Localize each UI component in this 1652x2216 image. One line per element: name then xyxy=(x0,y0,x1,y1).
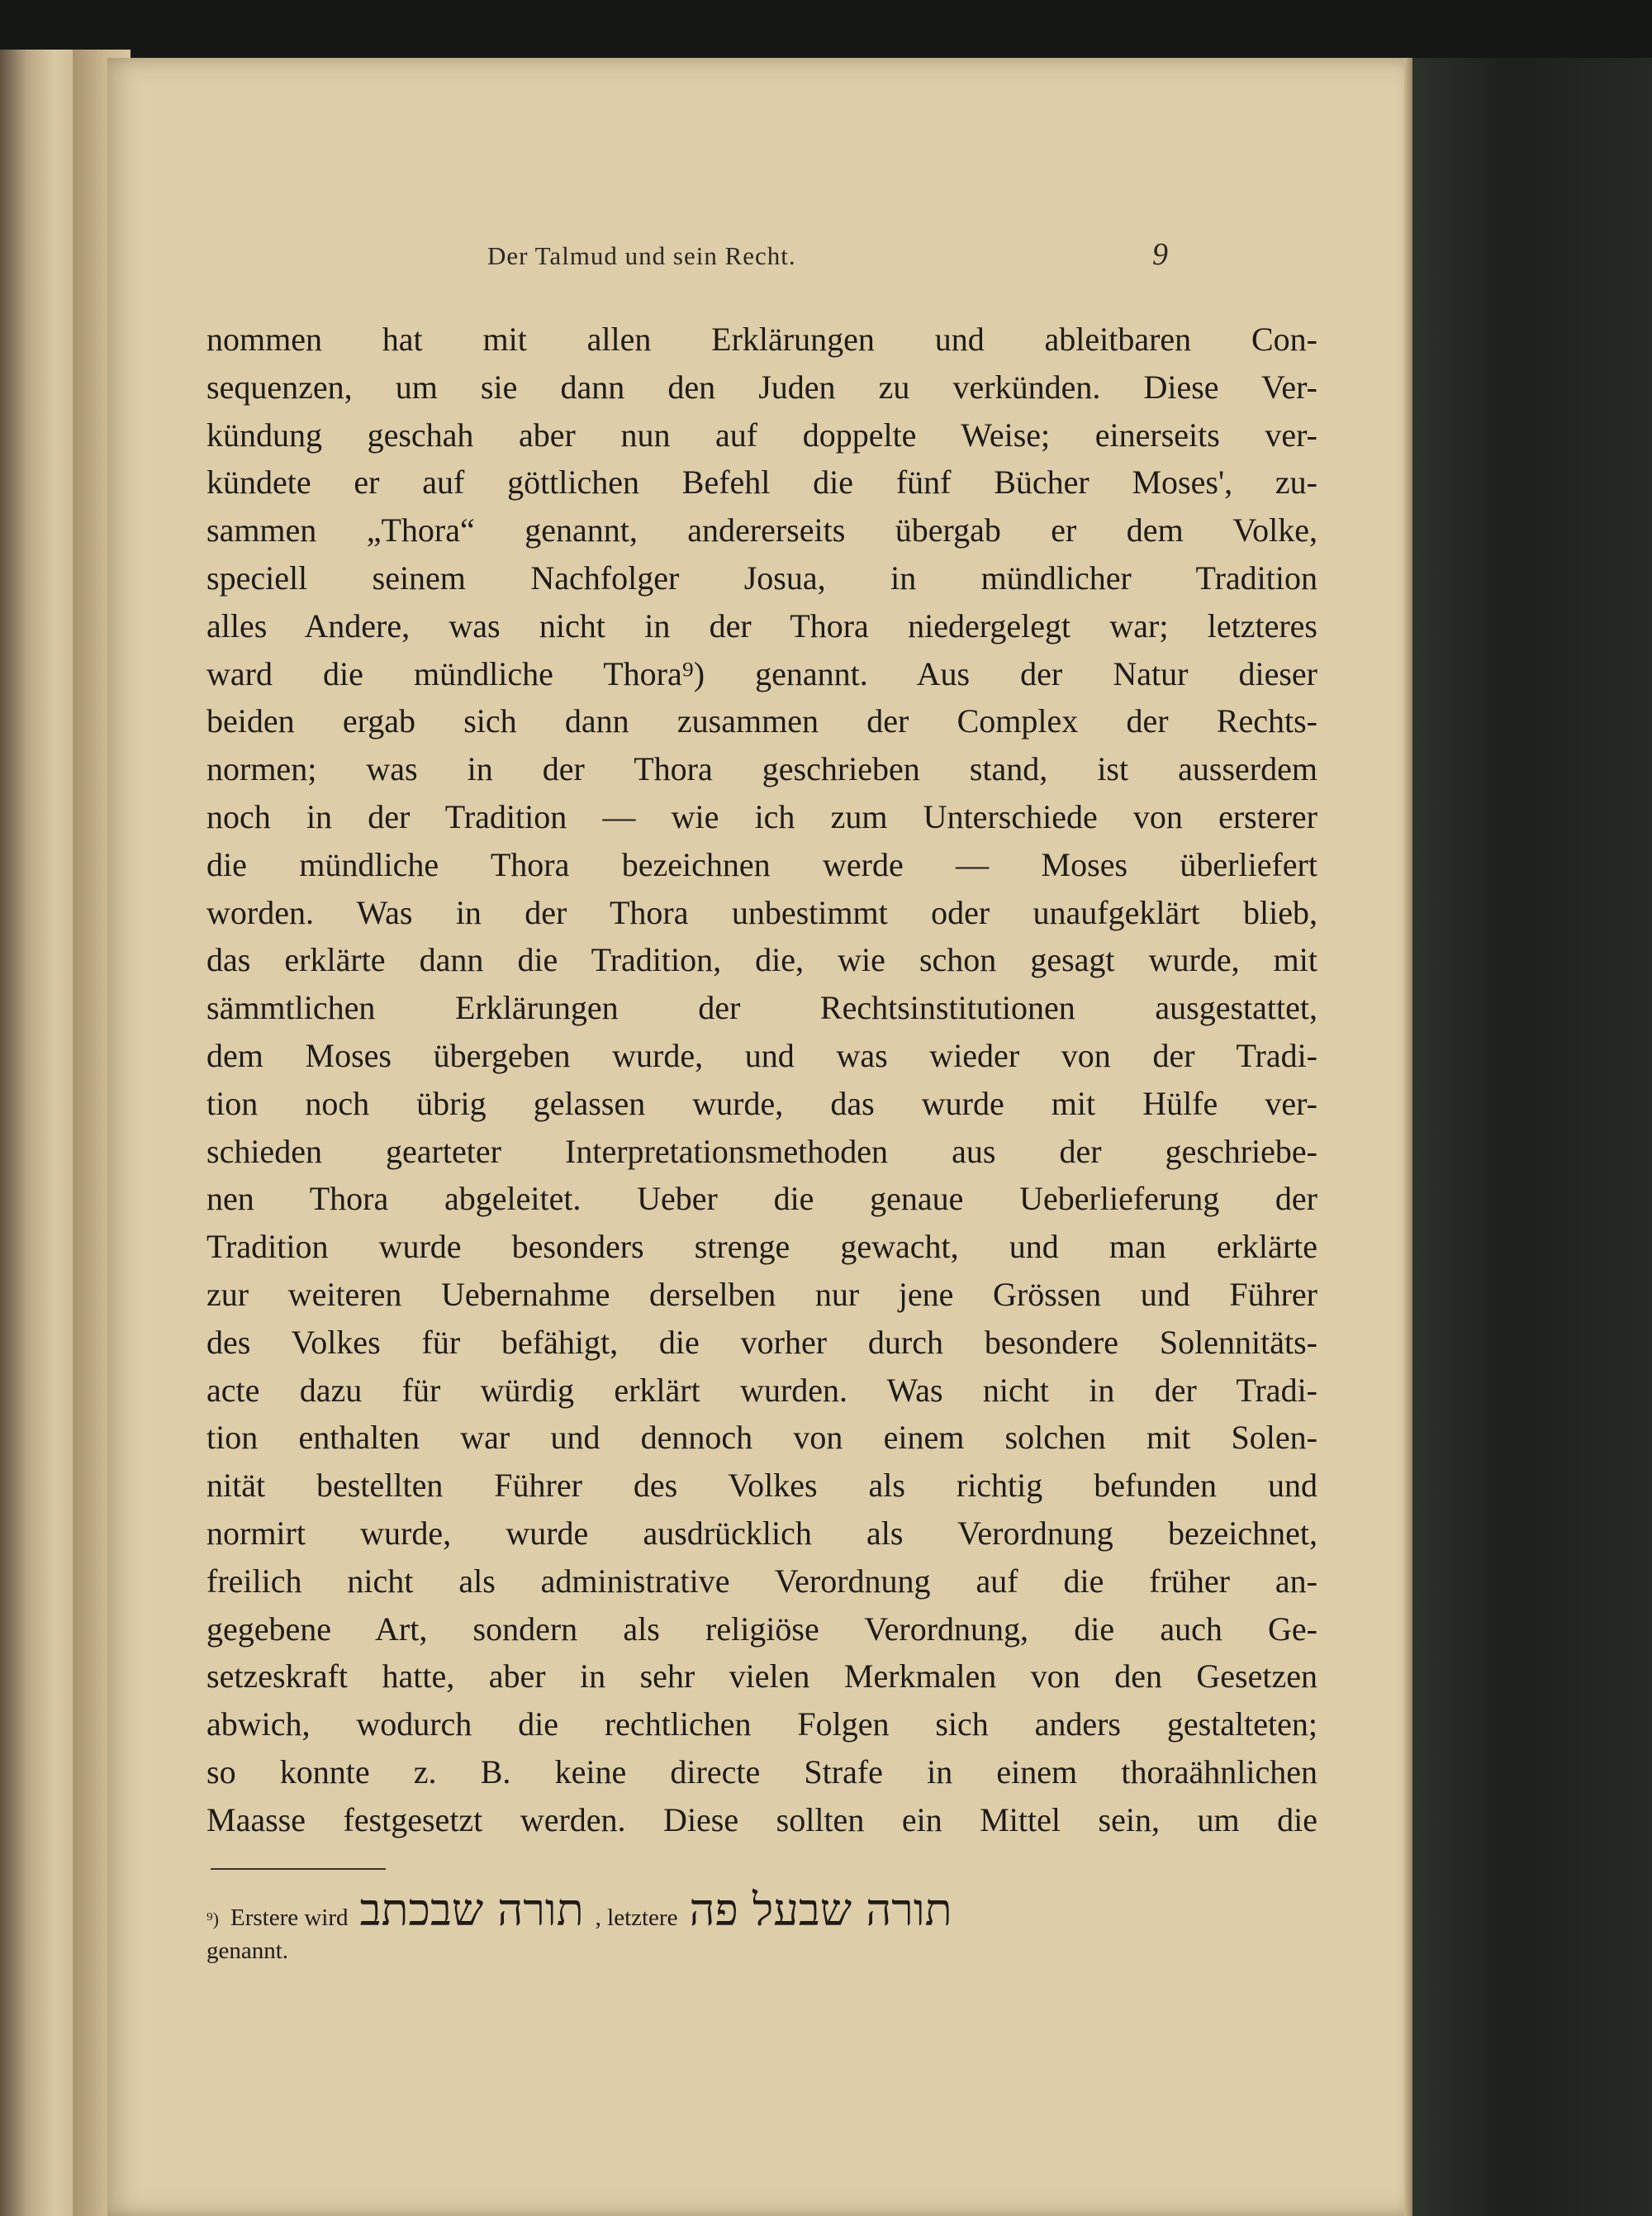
text-line: setzeskraft hatte, aber in sehr vielen Merkmalen von den Gesetzen xyxy=(206,1657,1317,1695)
running-title: Der Talmud und sein Recht. xyxy=(487,241,796,270)
text-line: das erklärte dann die Tradition, die, wie schon gesagt wurde, mit xyxy=(206,941,1317,979)
footnote-rule xyxy=(211,1868,386,1870)
page-number: 9 xyxy=(1152,237,1168,272)
body-text xyxy=(206,316,1317,1844)
text-line: des Volkes für befähigt, die vorher durch besondere Solennitäts- xyxy=(206,1323,1317,1361)
text-line: so konnte z. B. keine directe Strafe in einem thoraähnlichen xyxy=(206,1752,1317,1790)
footnote xyxy=(206,1884,1317,1965)
text-line: nen Thora abgeleitet. Ueber die genaue Ueberlieferung der xyxy=(206,1180,1317,1218)
left-page-edge xyxy=(0,50,78,2216)
text-line: tion enthalten war und dennoch von einem solchen mit Solen- xyxy=(206,1419,1317,1457)
hebrew-term-written: תורה שבכתב xyxy=(359,1884,584,1936)
text-line: kündete er auf göttlichen Befehl die fünf Bücher Moses', zu- xyxy=(206,464,1317,502)
footnote-line xyxy=(206,1884,1317,1936)
text-line: noch in der Tradition — wie ich zum Unterschiede von ersterer xyxy=(206,797,1317,835)
book-cover-board xyxy=(1412,58,1652,2216)
text-line: ward die mündliche Thora⁹) genannt. Aus der Natur dieser xyxy=(206,654,1317,692)
text-line: sammen „Thora“ genannt, andererseits übergab er dem Volke, xyxy=(206,511,1317,549)
text-line: Tradition wurde besonders strenge gewacht, und man erklärte xyxy=(206,1228,1317,1266)
text-line: schieden gearteter Interpretationsmethoden aus der geschriebe- xyxy=(206,1132,1317,1170)
text-line: abwich, wodurch die rechtlichen Folgen sich anders gestalteten; xyxy=(206,1705,1317,1743)
text-line: normen; was in der Thora geschrieben stand, ist ausserdem xyxy=(206,750,1317,788)
text-line: speciell seinem Nachfolger Josua, in mündlicher Tradition xyxy=(206,559,1317,597)
text-line: worden. Was in der Thora unbestimmt oder unaufgeklärt blieb, xyxy=(206,893,1317,931)
text-line: zur weiteren Uebernahme derselben nur jene Grössen und Führer xyxy=(206,1275,1317,1313)
text-line: nität bestellten Führer des Volkes als richtig befunden und xyxy=(206,1467,1317,1505)
text-line: alles Andere, was nicht in der Thora niedergelegt war; letzteres xyxy=(206,606,1317,644)
text-line: nommen hat mit allen Erklärungen und ableitbaren Con- xyxy=(206,321,1317,358)
footnote-continuation: genannt. xyxy=(206,1938,289,1964)
footnote-text: Erstere wird xyxy=(230,1905,349,1931)
text-line: gegebene Art, sondern als religiöse Verordnung, die auch Ge- xyxy=(206,1610,1317,1648)
text-line: dem Moses übergeben wurde, und was wieder von der Tradi- xyxy=(206,1036,1317,1074)
text-line: sequenzen, um sie dann den Juden zu verkünden. Diese Ver- xyxy=(206,368,1317,406)
hebrew-term-oral: תורה שבעל פה xyxy=(689,1884,952,1936)
footnote-text: , letztere xyxy=(595,1905,678,1931)
text-line: normirt wurde, wurde ausdrücklich als Verordnung bezeichnet, xyxy=(206,1514,1317,1552)
footnote-marker: ⁹) xyxy=(206,1909,219,1929)
text-line: kündung geschah aber nun auf doppelte Weise; einerseits ver- xyxy=(206,416,1317,454)
text-line: tion noch übrig gelassen wurde, das wurde mit Hülfe ver- xyxy=(206,1084,1317,1122)
text-line: acte dazu für würdig erklärt wurden. Was nicht in der Tradi- xyxy=(206,1371,1317,1409)
text-line: beiden ergab sich dann zusammen der Complex der Rechts- xyxy=(206,702,1317,740)
book-page xyxy=(107,58,1412,2216)
page-header xyxy=(107,237,1412,283)
text-line: Maasse festgesetzt werden. Diese sollten ein Mittel sein, um die xyxy=(206,1800,1317,1838)
text-line: freilich nicht als administrative Verordnung auf die früher an- xyxy=(206,1562,1317,1600)
text-line: sämmtlichen Erklärungen der Rechtsinstitutionen ausgestattet, xyxy=(206,989,1317,1027)
text-line: die mündliche Thora bezeichnen werde — Moses überliefert xyxy=(206,845,1317,883)
